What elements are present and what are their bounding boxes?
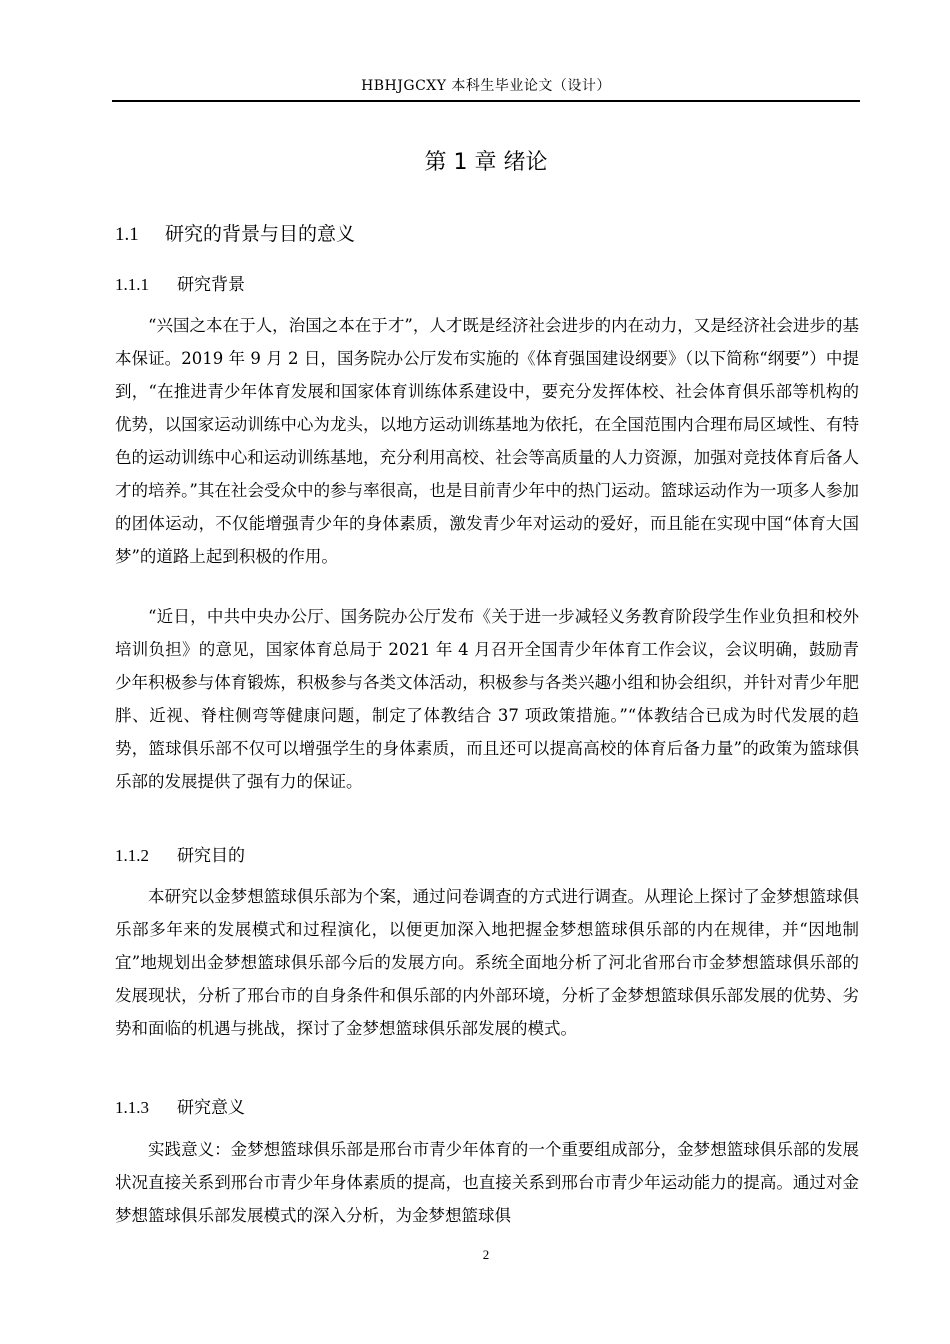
chapter-title: 第 1 章 绪论 <box>424 150 548 175</box>
section-title: 研究目的 <box>177 846 245 866</box>
body-paragraph: 实践意义：金梦想篮球俱乐部是邢台市青少年体育的一个重要组成部分，金梦想篮球俱乐部的发展状况直接关系到邢台市青少年身体素质的提高，也直接关系到邢台市青少年运动能力的提高。通过对金梦想篮球俱乐部发展模式的深入分析，为金梦想篮球俱 <box>115 1140 859 1225</box>
page-header: HBHJGCXY 本科生毕业论文（设计） <box>361 78 611 94</box>
header-rule <box>112 100 860 102</box>
section-title: 研究的背景与目的意义 <box>165 223 356 245</box>
section-title: 研究背景 <box>177 275 245 295</box>
section-number: 1.1 <box>115 224 139 245</box>
section-number: 1.1.1 <box>115 275 149 294</box>
section-heading-1-1 <box>115 219 355 250</box>
section-title: 研究意义 <box>177 1098 245 1118</box>
section-number: 1.1.2 <box>115 846 149 865</box>
section-heading-1-1-1 <box>115 271 245 299</box>
section-number: 1.1.3 <box>115 1098 149 1117</box>
body-paragraph: “兴国之本在于人，治国之本在于才”，人才既是经济社会进步的内在动力，又是经济社会进步的基本保证。2019 年 9 月 2 日，国务院办公厅发布实施的《体育强国建设纲要》（以下简称“纲要”）中提到，“在推进青少年体育发展和国家体育训练体系建设中，要充分发挥体校、社会体育俱乐部等机构的优势，以国家运动训练中心为龙头，以地方运动训练基地为依托，在全国范围内合理布局区域性、有特色的运动训练中心和运动训练基地，充分利用高校、社会等高质量的人力资源，加强对竞技体育后备人才的培养。”其在社会受众中的参与率很高，也是目前青少年中的热门运动。篮球运动作为一项多人参加的团体运动，不仅能增强青少年的身体素质，激发青少年对运动的爱好，而且能在实现中国“体育大国梦”的道路上起到积极的作用。 <box>115 316 859 566</box>
page-number: 2 <box>482 1247 490 1262</box>
section-heading-1-1-2 <box>115 842 245 870</box>
body-paragraph: 本研究以金梦想篮球俱乐部为个案，通过问卷调查的方式进行调查。从理论上探讨了金梦想篮球俱乐部多年来的发展模式和过程演化，以便更加深入地把握金梦想篮球俱乐部的内在规律，并“因地制宜”地规划出金梦想篮球俱乐部今后的发展方向。系统全面地分析了河北省邢台市金梦想篮球俱乐部的发展现状，分析了邢台市的自身条件和俱乐部的内外部环境，分析了金梦想篮球俱乐部发展的优势、劣势和面临的机遇与挑战，探讨了金梦想篮球俱乐部发展的模式。 <box>115 887 859 1038</box>
body-paragraph: “近日，中共中央办公厅、国务院办公厅发布《关于进一步减轻义务教育阶段学生作业负担和校外培训负担》的意见，国家体育总局于 2021 年 4 月召开全国青少年体育工作会议，会议明确，鼓励青少年积极参与体育锻炼，积极参与各类文体活动，积极参与各类兴趣小组和协会组织，并针对青少年肥胖、近视、脊柱侧弯等健康问题，制定了体教结合 37 项政策措施。”“体教结合已成为时代发展的趋势，篮球俱乐部不仅可以增强学生的身体素质，而且还可以提高高校的体育后备力量”的政策为篮球俱乐部的发展提供了强有力的保证。 <box>115 607 859 791</box>
section-heading-1-1-3 <box>115 1094 245 1122</box>
